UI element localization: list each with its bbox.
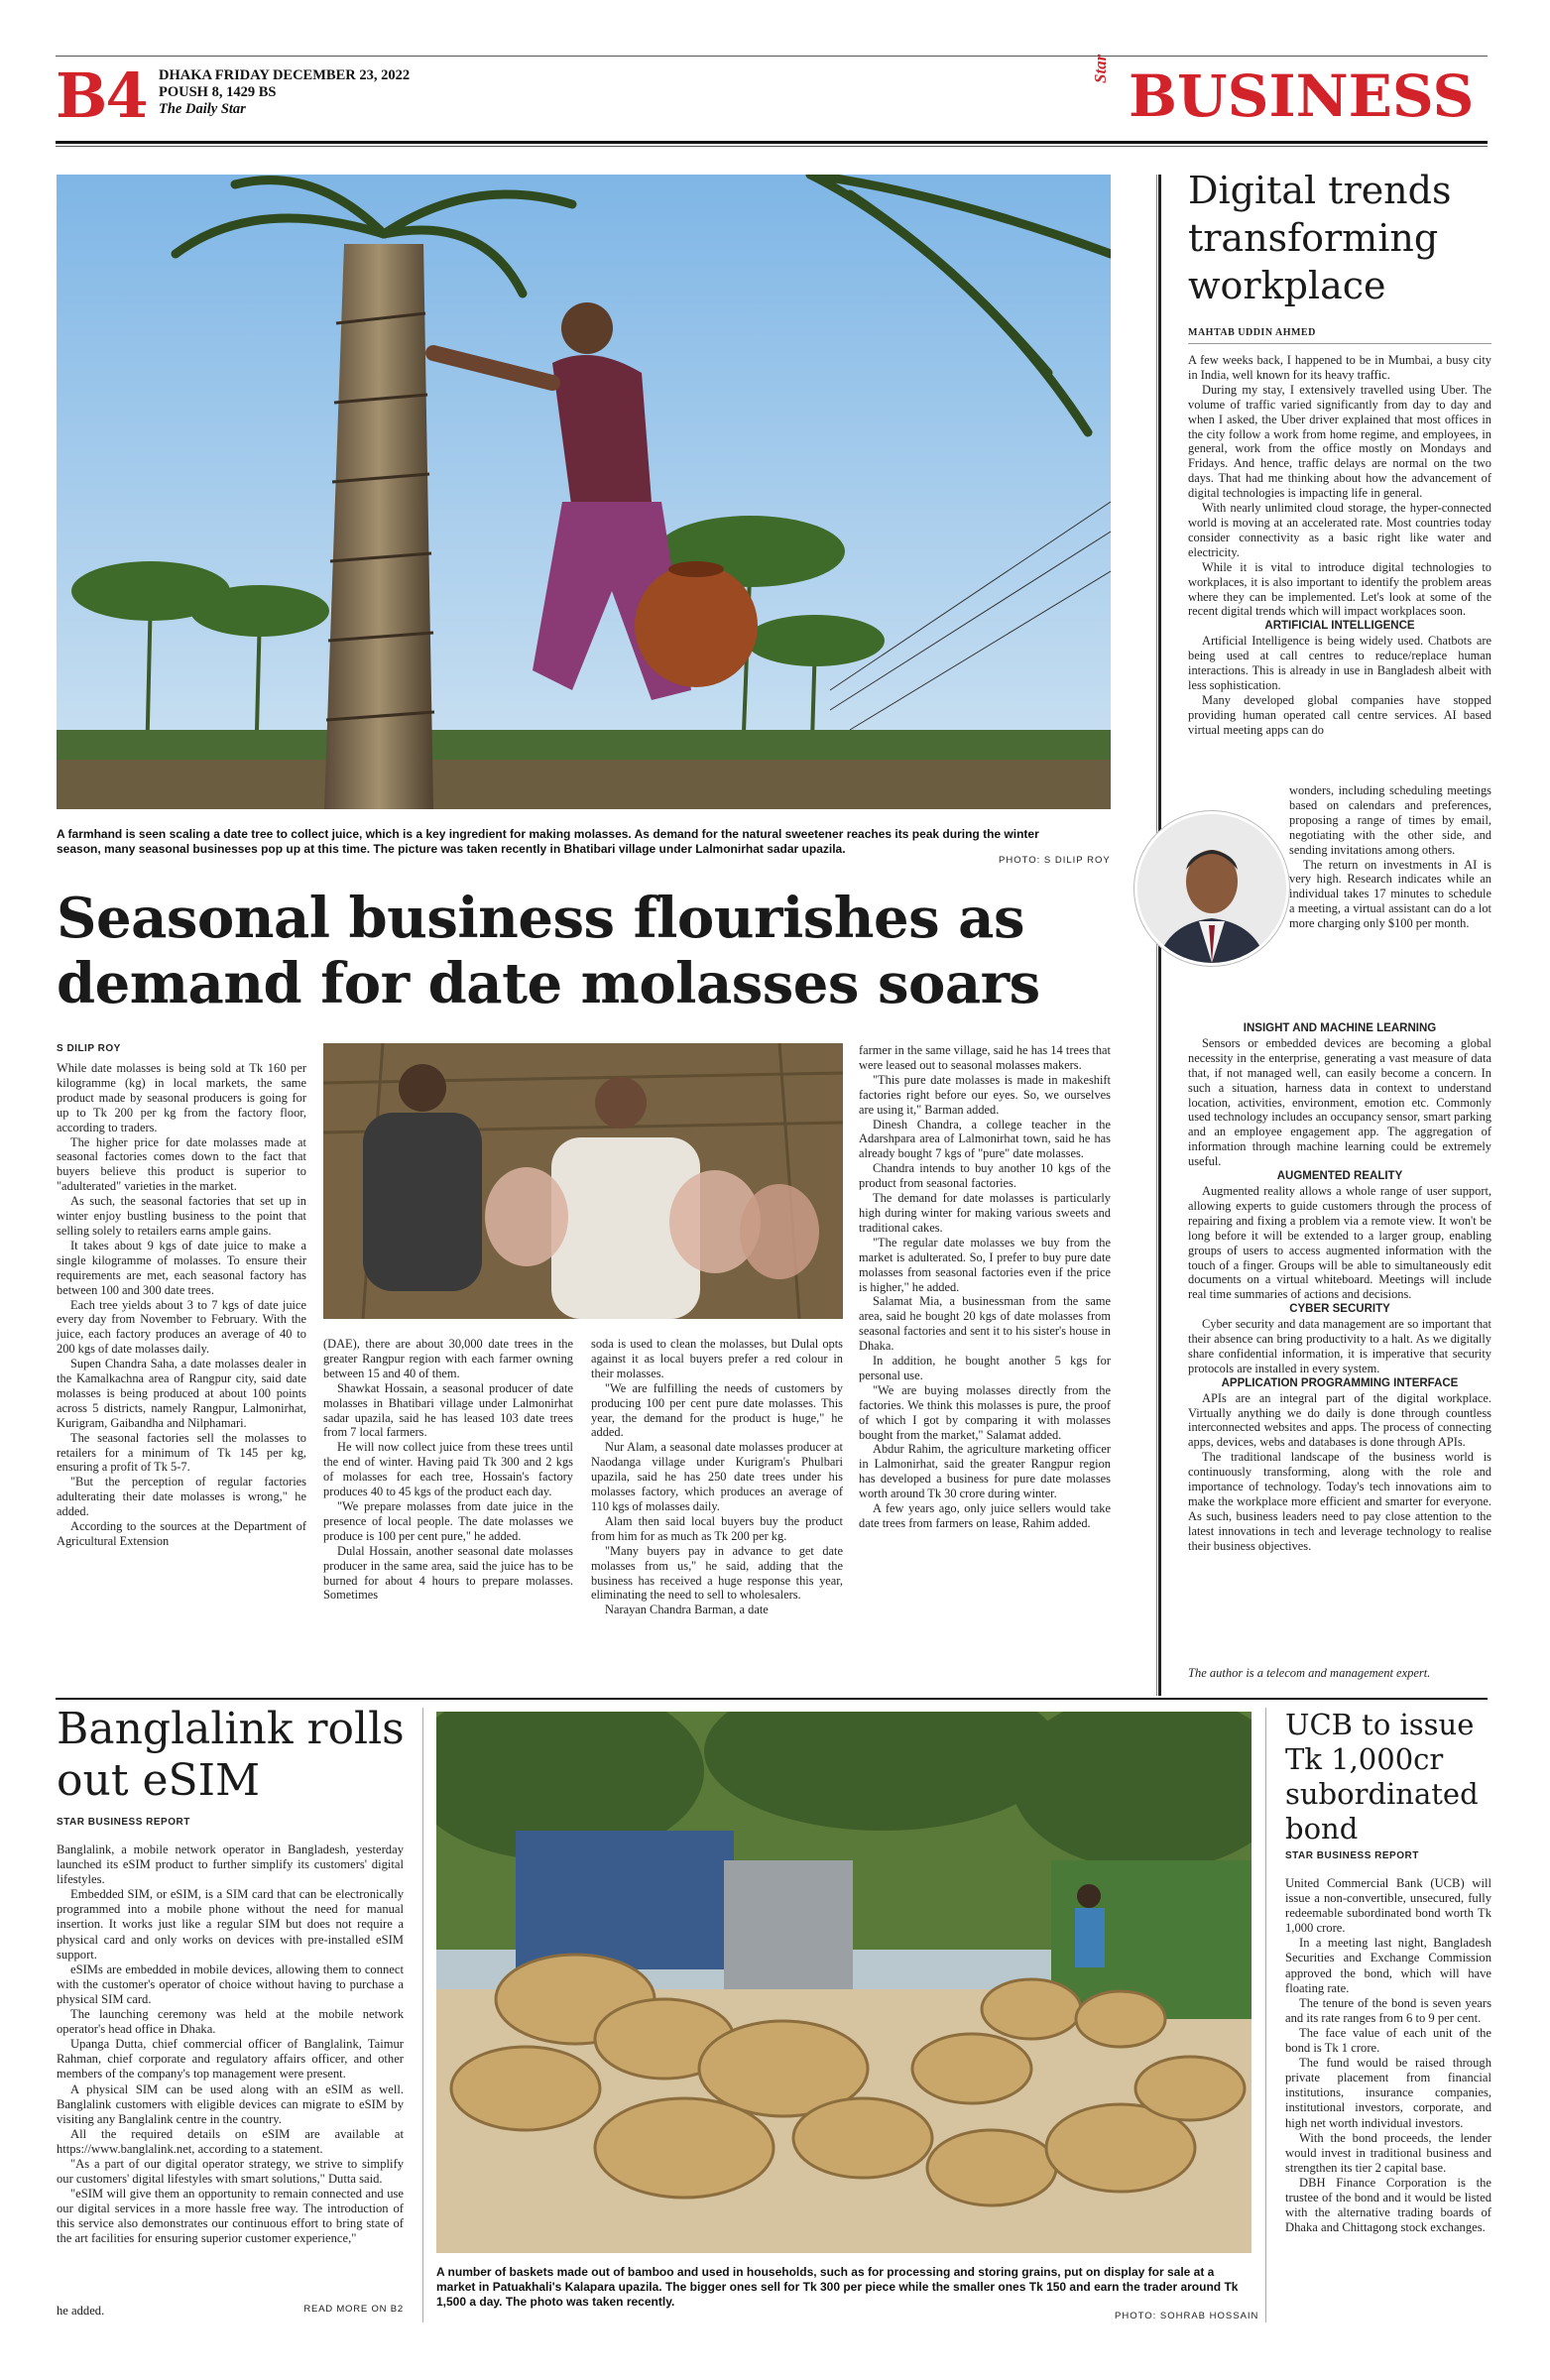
paragraph: All the required details on eSIM are available at https://www.banglalink.net, according to a statement. — [57, 2126, 404, 2156]
paragraph: Alam then said local buyers buy the product from him for as much as Tk 200 per kg. — [591, 1513, 843, 1543]
lead-photo-credit: PHOTO: S DILIP ROY — [999, 855, 1111, 866]
paragraph: The launching ceremony was held at the mobile network operator's head office in Dhaka. — [57, 2007, 404, 2037]
paragraph: The face value of each unit of the bond is Tk 1 crore. — [1285, 2025, 1491, 2056]
paragraph: Banglalink, a mobile network operator in Bangladesh, yesterday launched its eSIM product to further simplify its customers' digital lifestyles. — [57, 1843, 404, 1887]
paragraph: Artificial Intelligence is being widely used. Chatbots are being used at call centres to reduce/replace human interactions. This is already in use in Bangladesh albeit with less sophistication. — [1188, 634, 1491, 692]
paragraph: Sensors or embedded devices are becoming a global necessity in the enterprise, generating a vast measure of data that, if not managed well, can easily become a concern. In such a situation, harness data in context to understand location, activities, environment, emotion etc. Commonly used technology includes an occupancy sensor, smart parking and an employee engagement app. The aggregation of information through machine learning could be extremely useful. — [1188, 1035, 1491, 1169]
paragraph: With nearly unlimited cloud storage, the hyper-connected world is moving at an accelerated rate. Most countries today consider connectivity as a basic right like water and electricity. — [1188, 501, 1491, 559]
paragraph: "Many buyers pay in advance to get date molasses from us," he said, adding that the business has received a huge response this year, eliminating the need to sell to wholesalers. — [591, 1543, 843, 1603]
paragraph: The return on investments in AI is very high. Research indicates while an individual takes 17 minutes to schedule a meeting, a virtual assistant can do a lot more charging only $100 per month. — [1289, 857, 1491, 931]
paragraph: wonders, including scheduling meetings based on calendars and preferences, proposing a range of times by email, negotiating with the other side, and sending invitations among others. — [1289, 783, 1491, 857]
subhead: ARTIFICIAL INTELLIGENCE — [1264, 620, 1415, 633]
lead-article-col-4 — [859, 1043, 1111, 1531]
paragraph: The demand for date molasses is particularly high during winter for making various sweets and traditional cakes. — [859, 1191, 1111, 1235]
paragraph: Chandra intends to buy another 10 kgs of the product from seasonal factories. — [859, 1161, 1111, 1191]
paragraph: Cyber security and data management are so important that their absence can bring productivity to a halt. As we digitally share confidential information, it is imperative that security protocols are installed in every system. — [1188, 1317, 1491, 1375]
last-line-text: he added. — [57, 2304, 105, 2318]
paragraph: In addition, he bought another 5 kgs for personal use. — [859, 1354, 1111, 1382]
paragraph: "eSIM will give them an opportunity to remain connected and use our digital services in a more hassle free way. The introduction of this service also demonstrates our continuous effort to bring state of the art facilities for ensuring superior customer experience," — [57, 2187, 404, 2246]
subhead: INSIGHT AND MACHINE LEARNING — [1243, 1022, 1437, 1034]
paragraph: A physical SIM can be used along with an eSIM as well. Banglalink customers with eligible devices can migrate to eSIM by visiting any Banglalink centre in the country. — [57, 2082, 404, 2126]
paragraph: The tenure of the bond is seven years and its rate ranges from 6 to 9 per cent. — [1285, 1995, 1491, 2025]
paragraph: Dinesh Chandra, a college teacher in the Adarshpara area of Lalmonirhat town, said he has already bought 7 kgs of "pure" date molasses. — [859, 1117, 1111, 1161]
banglalink-last-line — [57, 2304, 404, 2319]
paragraph: farmer in the same village, said he has 14 trees that were leased out to seasonal molasses makers. — [859, 1043, 1111, 1072]
paragraph: Nur Alam, a seasonal date molasses producer at Naodanga village under Kurigram's Phulbari upazila, said he has 250 date trees under his molasses factory, which produces an average of 110 kgs of molasses daily. — [591, 1440, 843, 1513]
ucb-body — [1285, 1876, 1491, 2235]
read-more[interactable]: READ MORE ON B2 — [303, 2304, 404, 2315]
paragraph: While date molasses is being sold at Tk 160 per kilogramme (kg) in local markets, the same product made by seasonal producers is going for up to Tk 200 per kg from the factory floor, according to traders. — [57, 1061, 306, 1134]
subhead: APPLICATION PROGRAMMING INTERFACE — [1221, 1376, 1459, 1389]
banglalink-headline-line-1: Banglalink rolls — [57, 1704, 405, 1754]
paragraph: APIs are an integral part of the digital workplace. Virtually anything we do daily is done through countless interconnected websites and apps. The process of connecting apps, devices, webs and databases is done through APIs. — [1188, 1390, 1491, 1450]
paragraph: Supen Chandra Saha, a date molasses dealer in the Kamalkachna area of Rangpur city, said date molasses is being produced at about 100 points across 5 districts, namely Rangpur, Lalmonirhat, Kurigram, Gaibandha and Nilphamari. — [57, 1357, 306, 1430]
column-author: MAHTAB UDDIN AHMED — [1188, 327, 1316, 338]
lead-headline-line-2: demand for date molasses soars — [57, 951, 1040, 1016]
paragraph: Each tree yields about 3 to 7 kgs of date juice every day from November to February. With the juice, each factory produces an average of 40 to 200 kgs of date molasses daily. — [57, 1297, 306, 1357]
paragraph: eSIMs are embedded in mobile devices, allowing them to connect with the customer's operator of choice without having to purchase a physical SIM card. — [57, 1962, 404, 2006]
lead-headline — [57, 886, 1111, 1016]
star-logo: Star — [1091, 54, 1110, 83]
column-headline-line: workplace — [1188, 264, 1386, 307]
paragraph: "But the perception of regular factories adulterating their date molasses is wrong," he added. — [57, 1475, 306, 1519]
paragraph: "We prepare molasses from date juice in the presence of local people. The date molasses we produce is 100 per cent pure," he added. — [323, 1498, 573, 1543]
baskets-photo — [436, 1712, 1252, 2253]
lead-headline-line-1: Seasonal business flourishes as — [57, 886, 1024, 951]
lead-article-col-3 — [591, 1337, 843, 1617]
paragraph: United Commercial Bank (UCB) will issue a non-convertible, unsecured, fully redeemable subordinated bond worth Tk 1,000 crore. — [1285, 1876, 1491, 1936]
banglalink-headline-line-2: out eSIM — [57, 1755, 261, 1806]
paragraph: He will now collect juice from these trees until the end of winter. Having paid Tk 300 and 2 kgs of molasses for each tree, Hossain's factory produces 40 to 45 kgs of the product each day. — [323, 1440, 573, 1499]
column-footer: The author is a telecom and management expert. — [1188, 1666, 1431, 1680]
paragraph: The higher price for date molasses made at seasonal factories comes down to the fact that buyers believe this product is superior to "adulterated" varieties in the market. — [57, 1134, 306, 1194]
banglalink-headline — [57, 1704, 414, 1807]
baskets-credit: PHOTO: SOHRAB HOSSAIN — [1115, 2311, 1259, 2321]
lead-byline: S DILIP ROY — [57, 1043, 121, 1054]
paragraph: In a meeting last night, Bangladesh Securities and Exchange Commission approved the bond, which will have floating rate. — [1285, 1936, 1491, 1995]
lead-article-col-2 — [323, 1337, 573, 1603]
paragraph: Many developed global companies have stopped providing human operated call centre services. AI based virtual meeting apps can do — [1188, 692, 1491, 737]
dateline: DHAKA FRIDAY DECEMBER 23, 2022 — [159, 67, 411, 83]
lead-photo-caption: A farmhand is seen scaling a date tree to collect juice, which is a key ingredient for making molasses. As demand for the natural sweetener reaches its peak during the winter season, many seasonal businesses pop up at this time. The picture was taken recently in Bhatibari village under Lalmonirhat sadar upazila. — [57, 827, 1039, 856]
paragraph: DBH Finance Corporation is the trustee of the bond and it would be listed with the alternative trading boards of Dhaka and Chittagong stock exchanges. — [1285, 2175, 1491, 2235]
banglalink-byline: STAR BUSINESS REPORT — [57, 1817, 190, 1828]
paragraph: soda is used to clean the molasses, but Dulal opts against it as local buyers prefer a red colour in their molasses. — [591, 1337, 843, 1380]
paragraph: "This pure date molasses is made in makeshift factories right before our eyes. So, we ourselves are using it," Barman added. — [859, 1072, 1111, 1117]
ucb-headline — [1285, 1708, 1493, 1846]
lead-article-col-1 — [57, 1061, 306, 1549]
paragraph: (DAE), there are about 30,000 date trees in the greater Rangpur region with each farmer owning between 15 and 40 of them. — [323, 1337, 573, 1380]
paragraph: "We are fulfilling the needs of customers by producing 100 per cent pure date molasses. This year, the demand for the product is huge," he added. — [591, 1380, 843, 1440]
ucb-headline-line: UCB to issue — [1285, 1708, 1475, 1741]
paragraph: Abdur Rahim, the agriculture marketing officer in Lalmonirhat, said the greater Rangpur region has developed a business for pure date molasses worth around Tk 30 crore during winter. — [859, 1442, 1111, 1501]
column-body-wrap — [1289, 783, 1491, 931]
paper-name: The Daily Star — [159, 101, 246, 117]
subhead: AUGMENTED REALITY — [1276, 1170, 1403, 1183]
paragraph: As such, the seasonal factories that set up in winter enjoy bustling business to the point that selling solely to retailers earns ample gains. — [57, 1194, 306, 1238]
ucb-headline-line: Tk 1,000cr — [1285, 1742, 1444, 1776]
column-headline — [1188, 167, 1495, 309]
paragraph: Salamat Mia, a businessman from the same area, said he bought 20 kgs of date molasses from seasonal factories and sent it to his sister's house in Dhaka. — [859, 1294, 1111, 1354]
ucb-headline-line: subordinated — [1285, 1777, 1479, 1811]
column-headline-line: transforming — [1188, 216, 1439, 260]
section-title: BUSINESS — [1129, 62, 1475, 130]
paragraph: "As a part of our digital operator strategy, we strive to simplify our customers' digital lifestyles with smart solutions," Dutta said. — [57, 2156, 404, 2187]
author-portrait — [1134, 811, 1289, 966]
paragraph: According to the sources at the Department of Agricultural Extension — [57, 1519, 306, 1548]
paragraph: With the bond proceeds, the lender would invest in traditional business and strengthen its tier 2 capital base. — [1285, 2130, 1491, 2175]
column-body-bottom — [1188, 1021, 1491, 1554]
baskets-caption: A number of baskets made out of bamboo and used in households, such as for processing and storing grains, put on display for sale at a market in Patuakhali's Kalapara upazila. The bigger ones sell for Tk 300 per piece while the smaller ones Tk 150 and earn the trader around Tk 1,500 a day. The photo was taken recently. — [436, 2265, 1239, 2309]
column-headline-line: Digital trends — [1188, 169, 1452, 212]
dateline-block — [159, 67, 410, 118]
paragraph: While it is vital to introduce digital technologies to workplaces, it is also important to identify the problem areas where they can be implemented. Let's look at some of the recent digital trends which will impact workplaces soon. — [1188, 559, 1491, 619]
paragraph: Embedded SIM, or eSIM, is a SIM card that can be electronically programmed into a mobile phone without the need for manual insertion. It works just like a regular SIM but does not require a physical card and only works on devices with pre-installed eSIM support. — [57, 1887, 404, 1962]
lead-photo — [57, 175, 1111, 809]
molasses-photo — [323, 1043, 843, 1319]
ucb-headline-line: bond — [1285, 1812, 1359, 1845]
paragraph: The seasonal factories sell the molasses to retailers for a minimum of Tk 145 per kg, ensuring a profit of Tk 5-7. — [57, 1430, 306, 1475]
paragraph: Augmented reality allows a whole range of user support, allowing experts to guide customers through the process of repairing and fixing a problem via a remote view. It won't be long before it will be extended to a larger group, enabling groups of users to access augmented information with the touch of a finger. Groups will be able to simultaneously edit documents on a virtual whiteboard. Meetings will include real time summaries of actions and decisions. — [1188, 1183, 1491, 1302]
paragraph: A few years ago, only juice sellers would take date trees from farmers on lease, Rahim added. — [859, 1501, 1111, 1530]
bangla-date: POUSH 8, 1429 BS — [159, 84, 277, 100]
paragraph: During my stay, I extensively travelled using Uber. The volume of traffic varied significantly from day to day and when I asked, the Uber driver explained that most offices in the city follow a work from home regime, and employees, in general, work from the office mostly on Mondays and Fridays. And hence, traffic delays are normal on the two days. That had me thinking about how the advancement of digital technologies is impacting life in general. — [1188, 382, 1491, 501]
column-body-top — [1188, 353, 1491, 738]
paragraph: A few weeks back, I happened to be in Mumbai, a busy city in India, well known for its heavy traffic. — [1188, 353, 1491, 382]
page-number: B4 — [56, 60, 147, 132]
paragraph: The traditional landscape of the business world is continuously transforming, along with the role and importance of technology. Today's tech innovations aim to make the workplace more efficient and smarter for everyone. As such, business leaders need to pay close attention to the latest innovations in tech and leverage technology to realise their business objectives. — [1188, 1450, 1491, 1553]
subhead: CYBER SECURITY — [1289, 1303, 1390, 1316]
paragraph: Upanga Dutta, chief commercial officer of Banglalink, Taimur Rahman, chief corporate and regulatory affairs officer, and other members of the company's top management were present. — [57, 2037, 404, 2082]
paragraph: The fund would be raised through private placement from financial institutions, insurance companies, institutional investors, corporate, and high net worth individual investors. — [1285, 2056, 1491, 2130]
paragraph: "We are buying molasses directly from the factories. We think this molasses is pure, the proof of which I got by comparing it with molasses bought from the market," Salamat added. — [859, 1382, 1111, 1442]
banglalink-body — [57, 1843, 404, 2247]
paragraph: Narayan Chandra Barman, a date — [605, 1603, 769, 1617]
ucb-byline: STAR BUSINESS REPORT — [1285, 1850, 1419, 1861]
paragraph: Dulal Hossain, another seasonal date molasses producer in the same area, said the juice has to be burned for about 4 hours to prepare molasses. Sometimes — [323, 1543, 573, 1603]
paragraph: Shawkat Hossain, a seasonal producer of date molasses in Bhatibari village under Lalmonirhat sadar upazila, said he has leased 103 date trees from 7 local farmers. — [323, 1380, 573, 1440]
paragraph: It takes about 9 kgs of date juice to make a single kilogramme of molasses. To ensure their requirements are met, each seasonal factory has between 100 and 300 date trees. — [57, 1238, 306, 1297]
paragraph: "The regular date molasses we buy from the market is adulterated. So, I prefer to buy pure date molasses from seasonal factories even if the price is higher," he added. — [859, 1235, 1111, 1294]
